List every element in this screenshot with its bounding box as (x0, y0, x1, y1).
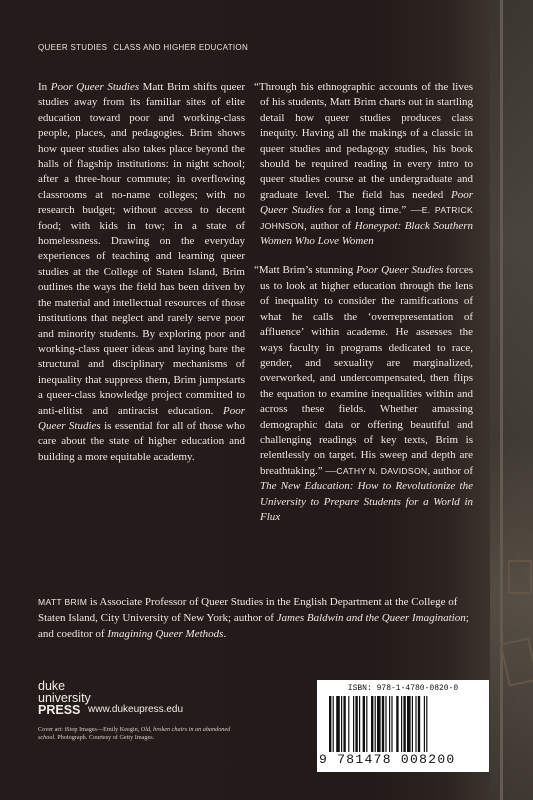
author-bio (38, 594, 486, 642)
text-run: is essential for all of those who care about the state of higher education and building a more equitable academy. (38, 419, 245, 463)
logo-line-university: university (38, 691, 91, 705)
publisher-website: www.dukeupress.edu (88, 704, 184, 715)
text-run: for a long time.” — (323, 204, 422, 217)
text-run: Cover art: iStop Images—Emily Keegin, (38, 726, 141, 733)
text-run: In (38, 81, 51, 93)
author-name: E. PATRICK JOHNSON (260, 205, 473, 231)
text-run: Matt Brim shifts queer studies away from its familiar sites of elite education toward poor and working-class people, places, and pedagogies. Brim shows how queer studies also takes place beyond the halls of flagship institutions: in night school; after a three-hour commute; in overflowing classrooms at no-name colleges; with no research budget; without access to decent food; with kids in tow; in a state of homelessness. Drawing on the everyday experiences of teaching and learning queer studies at the College of Staten Island, Brim outlines the ways the field has been driven by the material and intellectual resources of those institutions that neglect and rarely serve poor and minority students. By exploring poor and working-class queer ideas and laying bare the structural and disciplinary mechanisms of inequality that suppress them, Brim jumpstarts a queer-class knowledge project committed to anti-elitist and antiracist education. (38, 81, 246, 417)
barcode-bar (412, 696, 413, 752)
barcode-bar (403, 696, 405, 752)
logo-line-duke: duke (38, 679, 66, 693)
text-run: is Associate Professor of Queer Studies in the English Department at the College of Staten Island, City University of New York; author of (38, 596, 458, 624)
barcode-bar (377, 696, 381, 752)
photo-beam (500, 0, 503, 800)
barcode-bar (343, 696, 345, 752)
text-run: “Through his ethnographic accounts of the lives of his students, Matt Brim charts out in startling detail how queer studies produces class inequity. Having all the makings of a classic in queer studies and pedagogy studies, his book should be required reading in every intro to queer studies course at the undergraduate and graduate level. The field has needed (254, 81, 473, 201)
barcode-bars (329, 696, 477, 752)
cover-photo-edge (490, 0, 533, 800)
barcode-bar (424, 696, 425, 752)
barcode-bar (363, 696, 365, 752)
isbn-digits: 9 781478 008200 (319, 752, 456, 767)
italic-title: Poor Queer Studies (50, 81, 140, 93)
barcode-bar (359, 696, 360, 752)
chair-shape (500, 637, 533, 686)
text-run: forces us to look at higher education through the lens of inequality to consider the ramifications of what he calls the ‘overrepresentation of affluence’ within academe. He assesses the ways faculty in programs dedicated to race, gender, and sexuality are marginalized, overworked, and undercompensated, then flips the equation to examine inequalities within and across these fields. Whether amassing demographic data or offering beautiful and challenging readings of key texts, Brim is relentlessly on target. His sweep and depth are breathtaking.” — (260, 264, 474, 477)
text-run: . Photograph. Courtesy of Getty Images. (54, 734, 155, 742)
barcode-bar (375, 696, 376, 752)
barcode-bar (355, 696, 357, 752)
barcode-bar (336, 696, 340, 752)
chair-shape (508, 560, 532, 594)
barcode-bar (415, 696, 416, 752)
barcode-bar (353, 696, 354, 752)
endorsement-quote (254, 80, 473, 249)
italic-title: Poor Queer Studies (356, 264, 444, 277)
category-queer-studies: QUEER STUDIES (38, 43, 108, 52)
barcode-bar (341, 696, 342, 752)
author-name: CATHY N. DAVIDSON (336, 465, 428, 476)
barcode-bar (329, 696, 331, 752)
description-text (38, 80, 245, 465)
italic-title: Poor Queer Studies (38, 404, 245, 432)
italic-title: James Baldwin and the Queer Imagination (276, 612, 466, 624)
publisher-logo (38, 680, 91, 716)
barcode-bar (348, 696, 349, 752)
text-run: . (223, 628, 227, 640)
cover-credit (38, 726, 238, 743)
text-run: , author of (304, 219, 355, 232)
barcode-bar (366, 696, 367, 752)
barcode-bar (418, 696, 420, 752)
isbn-barcode (317, 680, 489, 772)
barcode-bar (385, 696, 386, 752)
book-description (38, 80, 245, 465)
category-class-higher-ed: CLASS AND HIGHER EDUCATION (113, 43, 249, 52)
isbn-label: ISBN: 978-1-4780-0820-0 (347, 684, 459, 693)
category-header (38, 43, 248, 52)
author-name: MATT BRIM (38, 597, 88, 607)
barcode-bar (407, 696, 411, 752)
italic-title: Imagining Queer Methods (107, 628, 224, 640)
barcode-bar (333, 696, 334, 752)
barcode-bar (401, 696, 402, 752)
text-run: , author of (427, 464, 473, 477)
barcode-bar (426, 696, 427, 752)
barcode-bar (389, 696, 390, 752)
italic-title: Poor Queer Studies (260, 188, 473, 217)
endorsements (254, 80, 473, 539)
text-run: ; and coeditor of (38, 612, 469, 640)
italic-title: Old, broken chairs in an abandoned school (38, 726, 231, 742)
barcode-bar (371, 696, 373, 752)
barcode-bar (396, 696, 398, 752)
barcode-bar (382, 696, 384, 752)
text-run: “Matt Brim’s stunning (254, 264, 357, 277)
logo-line-press: PRESS (38, 703, 81, 717)
endorsement-quote (254, 263, 473, 525)
barcode-bar (391, 696, 392, 752)
italic-title: The New Education: How to Revolutionize the University to Prepare Students for a World in Flux (260, 480, 473, 523)
italic-title: Honeypot: Black Southern Women Who Love Women (260, 219, 474, 248)
